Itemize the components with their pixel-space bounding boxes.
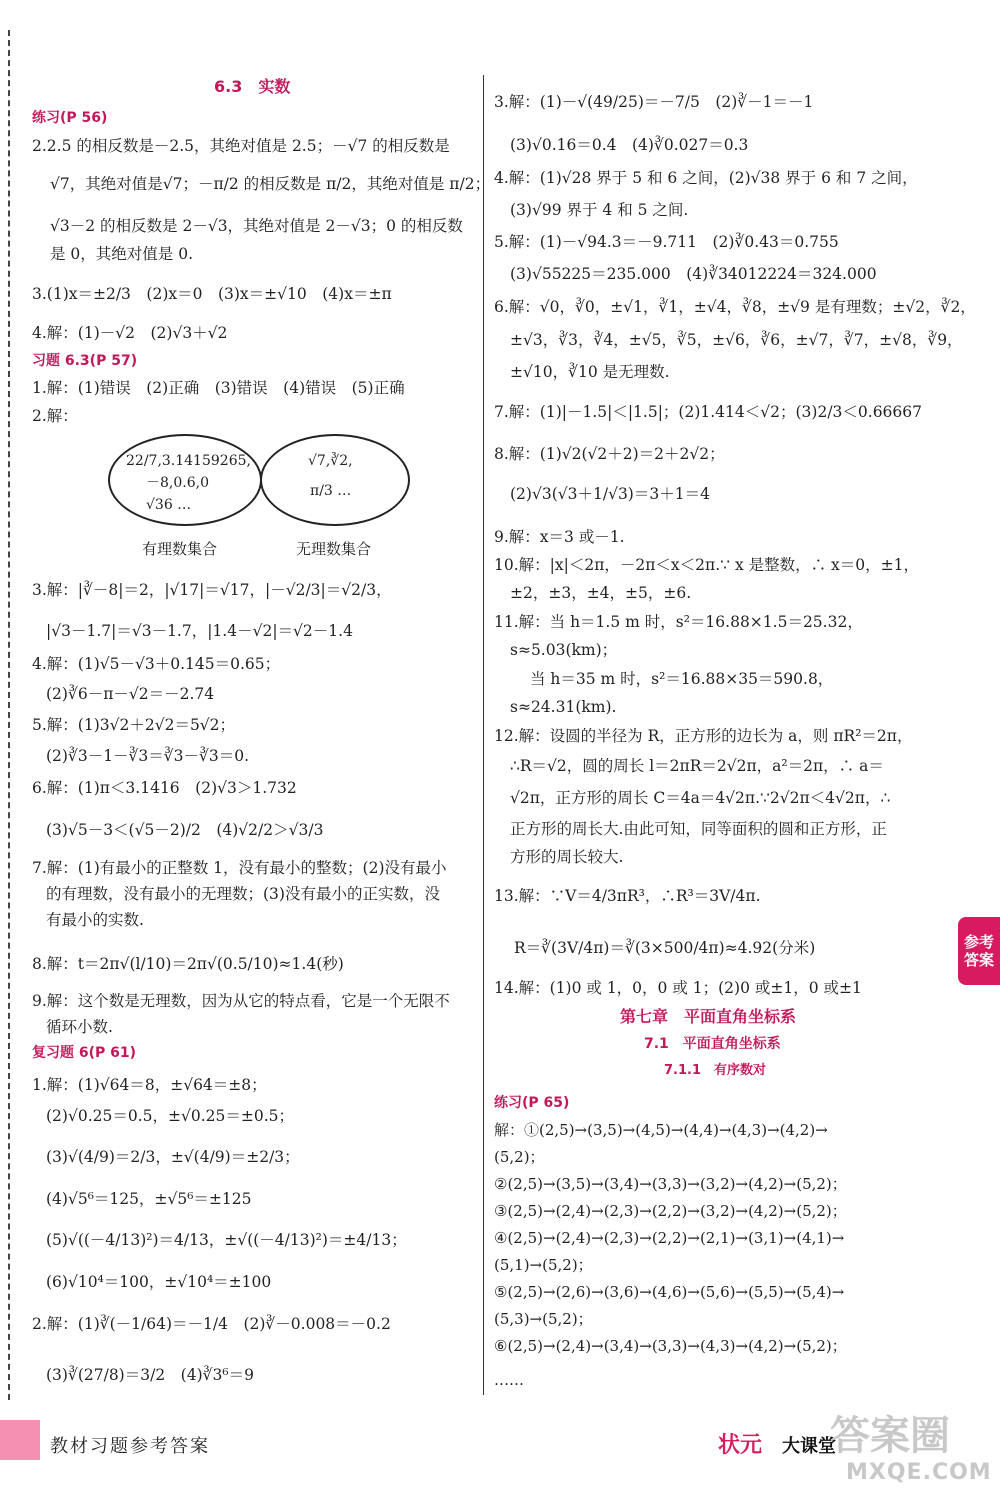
column-divider [483, 75, 484, 1395]
review-line: (3)√(4/9)＝2/3，±√(4/9)＝±2/3； [46, 1148, 300, 1166]
exercise-line: (3)√5－3＜(√5－2)/2 (4)√2/2＞√3/3 [46, 821, 324, 839]
answer-line: 5.解：(1)－√94.3＝－9.711 (2)∛0.43＝0.755 [494, 233, 839, 251]
left-column [32, 70, 491, 1410]
practice-line: 4.解：(1)－√2 (2)√3＋√2 [32, 324, 228, 342]
path-line: (5,3)→(5,2)； [494, 1310, 593, 1328]
section-title: 6.3 实数 [214, 77, 291, 96]
review-line: (6)√10⁴＝100，±√10⁴＝±100 [46, 1273, 272, 1291]
answer-line: (3)√55225＝235.000 (4)∛34012224＝324.000 [510, 265, 877, 283]
answer-line: 3.解：(1)－√(49/25)＝－7/5 (2)∛－1＝－1 [494, 93, 814, 111]
answer-line: √2π，正方形的周长 C＝4a＝4√2π.∵2√2π＜4√2π，∴ [510, 789, 891, 807]
review-line: (4)√5⁶＝125，±√5⁶＝±125 [46, 1190, 252, 1208]
exercise-line: 7.解：(1)有最小的正整数 1，没有最小的整数；(2)没有最小 [32, 859, 447, 877]
binding-dash-line [8, 30, 10, 1400]
answer-line: 12.解：设圆的半径为 R，正方形的边长为 a，则 πR²＝2π， [494, 727, 913, 745]
exercise-line: 2.解： [32, 407, 78, 425]
exercise-line: 的有理数，没有最小的无理数；(3)没有最小的正实数，没 [46, 885, 440, 903]
answer-line: 8.解：(1)√2(√2＋2)＝2＋2√2； [494, 445, 725, 463]
answer-line: 13.解：∵V＝4/3πR³，∴R³＝3V/4π. [494, 887, 761, 905]
exercise-line: (2)∛3－1－∛3＝∛3－∛3＝0. [46, 747, 250, 765]
review-label: 复习题 6(P 61) [32, 1045, 137, 1061]
irrational-set-oval [260, 434, 410, 526]
right-column [494, 70, 976, 1410]
path-line: (5,1)→(5,2)； [494, 1256, 593, 1274]
answer-line: 7.解：(1)|－1.5|＜|1.5|；(2)1.414＜√2；(3)2/3＜0.66667 [494, 403, 922, 421]
path-line: ⑥(2,5)→(2,4)→(3,4)→(3,3)→(4,3)→(4,2)→(5,2)； [494, 1337, 847, 1355]
answer-line: 4.解：(1)√28 界于 5 和 6 之间，(2)√38 界于 6 和 7 之间， [494, 169, 918, 187]
exercise-label: 习题 6.3(P 57) [32, 353, 138, 369]
irrational-item: √7,∛2, [308, 453, 353, 469]
exercise-line: 5.解：(1)3√2＋2√2＝5√2； [32, 716, 236, 734]
answer-line: ±√10，∛10 是无理数. [510, 363, 670, 381]
watermark [830, 1404, 1000, 1496]
side-tab-line: 答案 [963, 951, 994, 969]
practice-line: √7，其绝对值是√7；－π/2 的相反数是 π/2，其绝对值是 π/2； [50, 175, 491, 193]
review-line: 2.解：(1)∛(－1/64)＝－1/4 (2)∛－0.008＝－0.2 [32, 1315, 391, 1333]
answer-line: s≈24.31(km). [510, 698, 617, 716]
answer-line: 14.解：(1)0 或 1，0，0 或 1；(2)0 或±1，0 或±1 [494, 979, 862, 997]
review-line: (5)√((－4/13)²)＝4/13，±√((－4/13)²)＝±4/13； [46, 1231, 407, 1249]
brand-logo-b: 大课堂 [782, 1436, 836, 1457]
exercise-line: (2)∛6－π－√2＝－2.74 [46, 685, 215, 703]
practice-label-p65: 练习(P 65) [494, 1095, 570, 1111]
exercise-line: 8.解：t＝2π√(l/10)＝2π√(0.5/10)≈1.4(秒) [32, 955, 344, 973]
exercise-line: |√3－1.7|＝√3－1.7，|1.4－√2|＝√2－1.4 [46, 622, 353, 640]
answer-line: ±√3，∛3，∛4，±√5，∛5，±√6，∛6，±√7，∛7，±√8，∛9， [510, 331, 963, 349]
footer-corner-accent [0, 1420, 40, 1460]
answer-line: (3)√99 界于 4 和 5 之间. [510, 201, 689, 219]
subsection-title: 7.1.1 有序数对 [664, 1063, 767, 1078]
side-tab-line: 参考 [963, 933, 994, 951]
irrational-item: π/3 … [310, 483, 352, 499]
answer-side-tab [958, 917, 1000, 985]
practice-line: √3－2 的相反数是 2－√3，其绝对值是 2－√3；0 的相反数 [50, 217, 463, 235]
path-line: ④(2,5)→(2,4)→(2,3)→(2,2)→(2,1)→(3,1)→(4,1)→ [494, 1229, 845, 1247]
answer-line: s≈5.03(km)； [510, 641, 618, 659]
practice-line: 2.2.5 的相反数是－2.5，其绝对值是 2.5；－√7 的相反数是 [32, 137, 450, 155]
brand-logo-a: 状元 [718, 1433, 763, 1458]
irrational-set-label: 无理数集合 [296, 540, 372, 558]
path-line: ③(2,5)→(2,4)→(2,3)→(2,2)→(3,2)→(4,2)→(5,2)； [494, 1202, 847, 1220]
rational-item: 22/7,3.14159265, [126, 453, 251, 469]
answer-line: 正方形的周长大.由此可知，同等面积的圆和正方形，正 [510, 820, 887, 838]
rational-set-label: 有理数集合 [142, 540, 218, 558]
watermark-text: 答案圈 [830, 1413, 950, 1459]
practice-line: 是 0，其绝对值是 0. [50, 245, 194, 263]
chapter-title: 第七章 平面直角坐标系 [620, 1007, 797, 1026]
exercise-line: 4.解：(1)√5－√3＋0.145＝0.65； [32, 655, 281, 673]
exercise-line: 1.解：(1)错误 (2)正确 (3)错误 (4)错误 (5)正确 [32, 379, 405, 397]
exercise-line: 有最小的实数. [46, 911, 144, 929]
path-line: ②(2,5)→(3,5)→(3,4)→(3,3)→(3,2)→(4,2)→(5,2)； [494, 1175, 847, 1193]
practice-label: 练习(P 56) [32, 110, 108, 126]
review-line: (3)∛(27/8)＝3/2 (4)∛3⁶＝9 [46, 1366, 254, 1384]
path-line: 解：①(2,5)→(3,5)→(4,5)→(4,4)→(4,3)→(4,2)→ [494, 1121, 828, 1139]
answer-line: 10.解：|x|＜2π，－2π＜x＜2π.∵ x 是整数，∴ x＝0，±1， [494, 556, 919, 574]
exercise-line: 6.解：(1)π＜3.1416 (2)√3＞1.732 [32, 779, 297, 797]
answer-line: 方形的周长较大. [510, 848, 624, 866]
review-line: (2)√0.25＝0.5，±√0.25＝±0.5； [46, 1107, 295, 1125]
answer-line: 当 h＝35 m 时，s²＝16.88×35＝590.8， [530, 670, 834, 688]
path-line: (5,2)； [494, 1148, 545, 1166]
answer-line: 9.解：x＝3 或－1. [494, 528, 625, 546]
exercise-line: 循环小数. [46, 1018, 113, 1036]
path-line: …… [494, 1371, 524, 1389]
answer-line: R＝∛(3V/4π)＝∛(3×500/4π)≈4.92(分米) [514, 939, 816, 957]
section-title-7-1: 7.1 平面直角坐标系 [644, 1036, 781, 1052]
answer-line: ∴R＝√2，圆的周长 l＝2πR＝2√2π，a²＝2π，∴ a＝ [510, 757, 884, 775]
exercise-line: 3.解：|∛－8|＝2，|√17|＝√17，|－√2/3|＝√2/3， [32, 581, 392, 599]
answer-line: 6.解：√0，∛0，±√1，∛1，±√4，∛8，±√9 是有理数；±√2，∛2， [494, 298, 976, 316]
practice-line: 3.(1)x＝±2/3 (2)x＝0 (3)x＝±√10 (4)x＝±π [32, 285, 392, 303]
watermark-url: MXQE.COM [846, 1460, 992, 1485]
rational-item: √36 … [146, 497, 192, 513]
review-line: 1.解：(1)√64＝8，±√64＝±8； [32, 1076, 267, 1094]
answer-line: 11.解：当 h＝1.5 m 时，s²＝16.88×1.5＝25.32， [494, 613, 863, 631]
rational-item: －8,0.6,0 [146, 475, 209, 491]
exercise-line: 9.解：这个数是无理数，因为从它的特点看，它是一个无限不 [32, 992, 450, 1010]
path-line: ⑤(2,5)→(2,6)→(3,6)→(4,6)→(5,6)→(5,5)→(5,4)→ [494, 1283, 845, 1301]
answer-line: (2)√3(√3＋1/√3)＝3＋1＝4 [510, 485, 710, 503]
answer-line: ±2，±3，±4，±5，±6. [510, 584, 692, 602]
footer-text: 教材习题参考答案 [50, 1436, 210, 1457]
answer-line: (3)√0.16＝0.4 (4)∛0.027＝0.3 [510, 136, 749, 154]
